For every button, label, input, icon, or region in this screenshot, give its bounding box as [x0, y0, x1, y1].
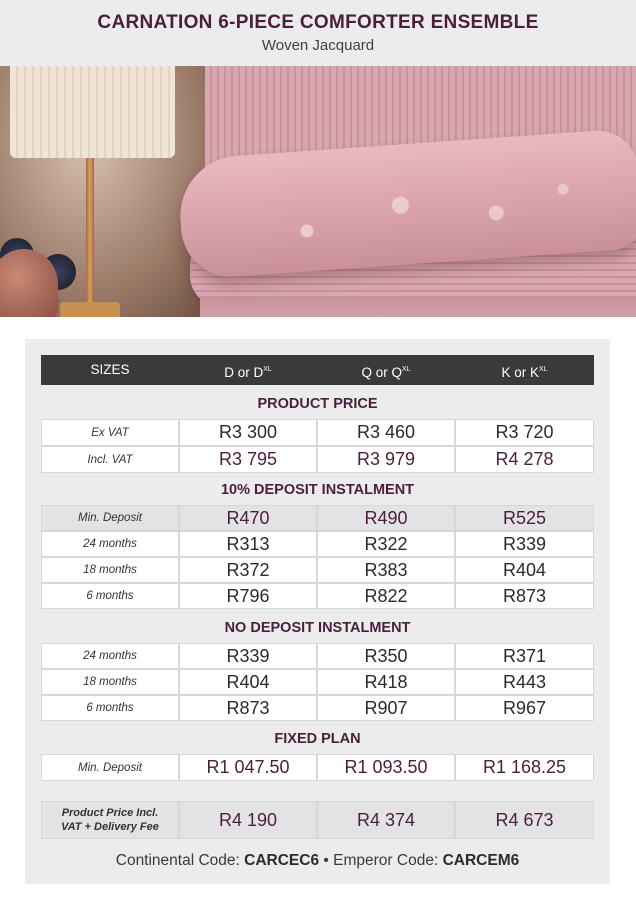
- product-codes: [25, 852, 610, 870]
- price-cell: R1 093.50: [317, 754, 455, 781]
- price-cell: R822: [317, 583, 455, 609]
- sizes-header-row: [41, 355, 594, 385]
- section-title-fixed-plan: FIXED PLAN: [274, 731, 361, 747]
- price-cell: R4 190: [179, 801, 317, 839]
- price-cell: R339: [455, 531, 594, 557]
- section-title-product-price: PRODUCT PRICE: [257, 396, 378, 412]
- price-cell: R1 168.25: [455, 754, 594, 781]
- price-cell: R350: [317, 643, 455, 669]
- row-label: 6 months: [41, 583, 179, 609]
- price-cell: R4 673: [455, 801, 594, 839]
- table-row-18-months: [41, 557, 594, 583]
- price-cell: R372: [179, 557, 317, 583]
- price-cell: R3 720: [455, 419, 594, 446]
- price-cell: R470: [179, 505, 317, 531]
- row-label: Min. Deposit: [41, 754, 179, 781]
- price-cell: R443: [455, 669, 594, 695]
- price-cell: R3 795: [179, 446, 317, 473]
- table-row-incl-vat: [41, 446, 594, 473]
- row-label: 18 months: [41, 557, 179, 583]
- price-cell: R1 047.50: [179, 754, 317, 781]
- row-label: Ex VAT: [41, 419, 179, 446]
- emperor-code: CARCEM6: [442, 852, 520, 869]
- price-cell: R873: [455, 583, 594, 609]
- bed-cover: [200, 296, 636, 317]
- table-row-min-deposit: [41, 505, 594, 531]
- emperor-code-label: Emperor Code:: [333, 852, 439, 869]
- table-row-ex-vat: [41, 419, 594, 446]
- section-title-no-deposit-instalment: NO DEPOSIT INSTALMENT: [224, 620, 411, 636]
- row-label: Min. Deposit: [41, 505, 179, 531]
- lamp-base: [60, 302, 120, 317]
- row-label: 6 months: [41, 695, 179, 721]
- size-queen: Q or $Q^{XL}$: [361, 365, 411, 380]
- row-label: 24 months: [41, 643, 179, 669]
- row-label: 24 months: [41, 531, 179, 557]
- price-cell: R383: [317, 557, 455, 583]
- price-cell: R967: [455, 695, 594, 721]
- size-double: D or $D^{XL}$: [224, 365, 272, 380]
- table-row-fixed-min-deposit: [41, 754, 594, 781]
- price-cell: R404: [179, 669, 317, 695]
- price-cell: R490: [317, 505, 455, 531]
- row-label: Incl. VAT: [41, 446, 179, 473]
- sizes-label: SIZES: [90, 362, 130, 377]
- price-cell: R313: [179, 531, 317, 557]
- price-cell: R796: [179, 583, 317, 609]
- price-cell: R525: [455, 505, 594, 531]
- table-row-18-months: [41, 669, 594, 695]
- table-row-total-price: [41, 801, 594, 839]
- continental-code-label: Continental Code:: [115, 852, 240, 869]
- continental-code: CARCEC6: [244, 852, 320, 869]
- price-cell: R873: [179, 695, 317, 721]
- table-row-24-months: [41, 531, 594, 557]
- table-row-24-months: [41, 643, 594, 669]
- price-cell: R4 278: [455, 446, 594, 473]
- table-row-6-months: [41, 695, 594, 721]
- header: [0, 0, 636, 66]
- page-title: CARNATION 6-PIECE COMFORTER ENSEMBLE: [97, 12, 539, 33]
- price-cell: R404: [455, 557, 594, 583]
- price-cell: R3 460: [317, 419, 455, 446]
- price-cell: R3 300: [179, 419, 317, 446]
- section-title-deposit-instalment: 10% DEPOSIT INSTALMENT: [220, 482, 415, 498]
- row-label: Product Price Incl. VAT + Delivery Fee: [41, 801, 179, 839]
- price-cell: R418: [317, 669, 455, 695]
- price-cell: R339: [179, 643, 317, 669]
- price-cell: R322: [317, 531, 455, 557]
- price-cell: R907: [317, 695, 455, 721]
- price-cell: R3 979: [317, 446, 455, 473]
- row-label: 18 months: [41, 669, 179, 695]
- separator: •: [323, 852, 329, 869]
- lamp-shade: [10, 66, 175, 158]
- size-king: K or $K^{XL}$: [501, 365, 548, 380]
- page-subtitle: Woven Jacquard: [261, 37, 375, 54]
- lamp-stem: [86, 158, 94, 308]
- price-cell: R371: [455, 643, 594, 669]
- table-row-6-months: [41, 583, 594, 609]
- price-cell: R4 374: [317, 801, 455, 839]
- product-photo: [0, 66, 636, 317]
